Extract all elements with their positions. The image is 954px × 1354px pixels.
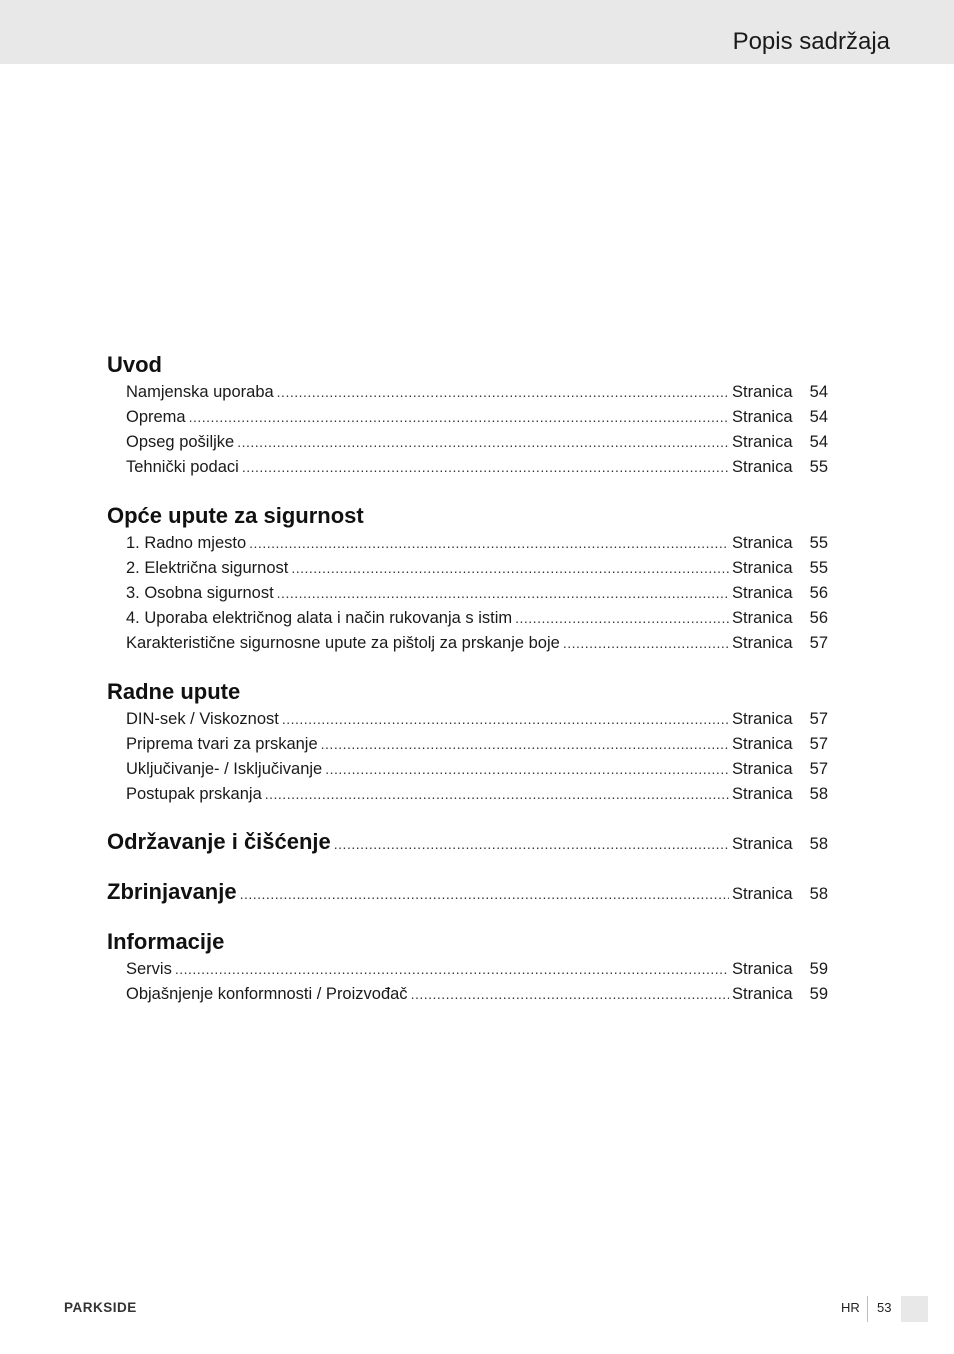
- page-number: 57: [809, 760, 828, 778]
- language-code: HR: [841, 1300, 860, 1315]
- toc-section-maintenance[interactable]: [107, 827, 828, 857]
- toc-entry[interactable]: [126, 581, 828, 606]
- dot-leader: [277, 581, 729, 606]
- page-word: Stranica: [732, 458, 793, 476]
- toc-entry-label: DIN-sek / Viskoznost: [126, 710, 279, 728]
- page-title: Popis sadržaja: [732, 28, 890, 55]
- footer-divider: [867, 1296, 868, 1322]
- dot-leader: [563, 631, 729, 656]
- dot-leader: [240, 879, 729, 909]
- toc-entry-label: Opseg pošiljke: [126, 433, 235, 451]
- page-number: 57: [809, 634, 828, 652]
- dot-leader: [277, 380, 729, 405]
- section-heading: Uvod: [107, 352, 162, 377]
- toc-section-disposal[interactable]: [107, 877, 828, 907]
- toc-entry[interactable]: [126, 957, 828, 982]
- toc-entry-label: Namjenska uporaba: [126, 383, 274, 401]
- page-word: Stranica: [732, 735, 793, 753]
- page-number: 54: [809, 433, 828, 451]
- toc-entry[interactable]: [126, 531, 828, 556]
- page-word: Stranica: [732, 835, 793, 853]
- toc-section-uvod: [107, 350, 828, 480]
- page-number: 55: [809, 559, 828, 577]
- toc-entry[interactable]: [126, 732, 828, 757]
- toc-entry[interactable]: [126, 982, 828, 1007]
- toc-entry[interactable]: [126, 606, 828, 631]
- page-word: Stranica: [732, 584, 793, 602]
- section-heading: Informacije: [107, 929, 225, 954]
- page-word: Stranica: [732, 885, 793, 903]
- toc-entry-label: 2. Električna sigurnost: [126, 559, 289, 577]
- page-number: 56: [809, 609, 828, 627]
- table-of-contents: [107, 350, 828, 1007]
- page-number: 59: [809, 960, 828, 978]
- dot-leader: [334, 829, 729, 859]
- page-word: Stranica: [732, 634, 793, 652]
- page-number: 54: [809, 383, 828, 401]
- page-number: 58: [809, 785, 828, 803]
- footer-tab-marker: [901, 1296, 928, 1322]
- toc-entry-label: Uključivanje- / Isključivanje: [126, 760, 323, 778]
- toc-entry-label: Oprema: [126, 408, 186, 426]
- page-number: 55: [809, 458, 828, 476]
- dot-leader: [175, 957, 729, 982]
- page-number: 57: [809, 710, 828, 728]
- page-number: 58: [809, 835, 828, 853]
- dot-leader: [242, 455, 729, 480]
- toc-section-safety: [107, 501, 828, 656]
- toc-entry-label: Karakteristične sigurnosne upute za pištolj za prskanje boje: [126, 634, 560, 652]
- toc-entry-label: 1. Radno mjesto: [126, 534, 247, 552]
- toc-entry[interactable]: [126, 430, 828, 455]
- dot-leader: [265, 782, 729, 807]
- toc-entry[interactable]: [126, 455, 828, 480]
- toc-entry[interactable]: [126, 380, 828, 405]
- page-word: Stranica: [732, 433, 793, 451]
- toc-entry-label: Objašnjenje konformnosti / Proizvođač: [126, 985, 408, 1003]
- dot-leader: [249, 531, 729, 556]
- toc-entry-label: Servis: [126, 960, 172, 978]
- dot-leader: [515, 606, 729, 631]
- toc-entry[interactable]: [126, 782, 828, 807]
- page-number: 56: [809, 584, 828, 602]
- toc-entry-label: Postupak prskanja: [126, 785, 262, 803]
- dot-leader: [291, 556, 729, 581]
- page-number: 59: [809, 985, 828, 1003]
- page-word: Stranica: [732, 785, 793, 803]
- toc-entry-label: 3. Osobna sigurnost: [126, 584, 274, 602]
- page-word: Stranica: [732, 985, 793, 1003]
- toc-entry[interactable]: [126, 757, 828, 782]
- page-word: Stranica: [732, 534, 793, 552]
- page-word: Stranica: [732, 559, 793, 577]
- page-word: Stranica: [732, 609, 793, 627]
- page-number: 55: [809, 534, 828, 552]
- page-number-footer: 53: [877, 1300, 892, 1315]
- section-heading: Održavanje i čišćenje: [107, 829, 331, 854]
- page-word: Stranica: [732, 760, 793, 778]
- toc-section-work-instructions: [107, 677, 828, 807]
- dot-leader: [325, 757, 729, 782]
- page-number: 58: [809, 885, 828, 903]
- section-heading: Zbrinjavanje: [107, 879, 237, 904]
- toc-entry[interactable]: [126, 405, 828, 430]
- page-word: Stranica: [732, 960, 793, 978]
- toc-entry-label: Tehnički podaci: [126, 458, 239, 476]
- page-word: Stranica: [732, 408, 793, 426]
- page-number: 57: [809, 735, 828, 753]
- section-heading: Radne upute: [107, 679, 241, 704]
- toc-entry-label: Priprema tvari za prskanje: [126, 735, 318, 753]
- dot-leader: [282, 707, 729, 732]
- toc-entry[interactable]: [126, 707, 828, 732]
- section-heading: Opće upute za sigurnost: [107, 503, 364, 528]
- toc-entry[interactable]: [126, 631, 828, 656]
- page-word: Stranica: [732, 383, 793, 401]
- brand-logo: PARKSIDE: [64, 1300, 137, 1315]
- page-word: Stranica: [732, 710, 793, 728]
- dot-leader: [321, 732, 729, 757]
- toc-entry-label: 4. Uporaba električnog alata i način rukovanja s istim: [126, 609, 513, 627]
- toc-section-information: [107, 927, 828, 1007]
- page-number: 54: [809, 408, 828, 426]
- dot-leader: [411, 982, 729, 1007]
- toc-entry[interactable]: [126, 556, 828, 581]
- dot-leader: [189, 405, 729, 430]
- dot-leader: [237, 430, 729, 455]
